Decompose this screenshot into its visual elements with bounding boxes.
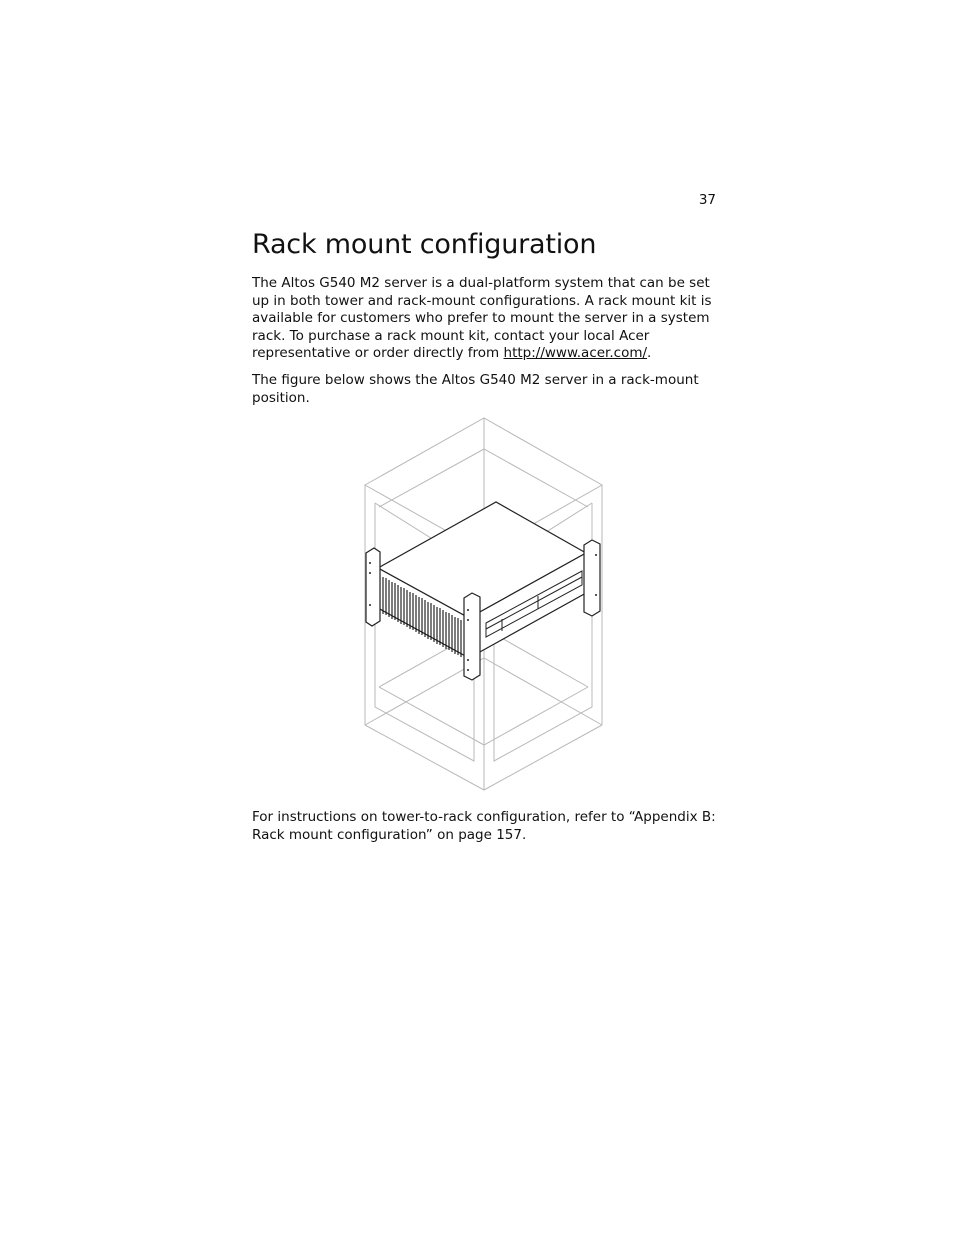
- server-rack-illustration: [362, 415, 606, 793]
- page-number: 37: [698, 192, 716, 208]
- server-chassis: [378, 502, 586, 658]
- intro-paragraph: [252, 275, 716, 363]
- page-title: Rack mount configuration: [252, 229, 597, 260]
- instructions-paragraph: For instructions on tower-to-rack configuration, refer to “Appendix B: Rack mount configuration” on page 157.: [252, 809, 716, 843]
- server-rack-figure: [362, 415, 606, 793]
- figure-intro-paragraph: The figure below shows the Altos G540 M2 server in a rack-mount position.: [252, 372, 699, 406]
- intro-end: .: [647, 345, 652, 362]
- intro-text: The Altos G540 M2 server is a dual-platform system that can be set up in both tower and rack-mount configurations. A rack mount kit is available for customers who prefer to mount the server in a system rack. To purchase a rack mount kit, contact your local Acer representative or order directly from: [252, 275, 712, 362]
- acer-website-link[interactable]: http://www.acer.com/: [503, 345, 648, 362]
